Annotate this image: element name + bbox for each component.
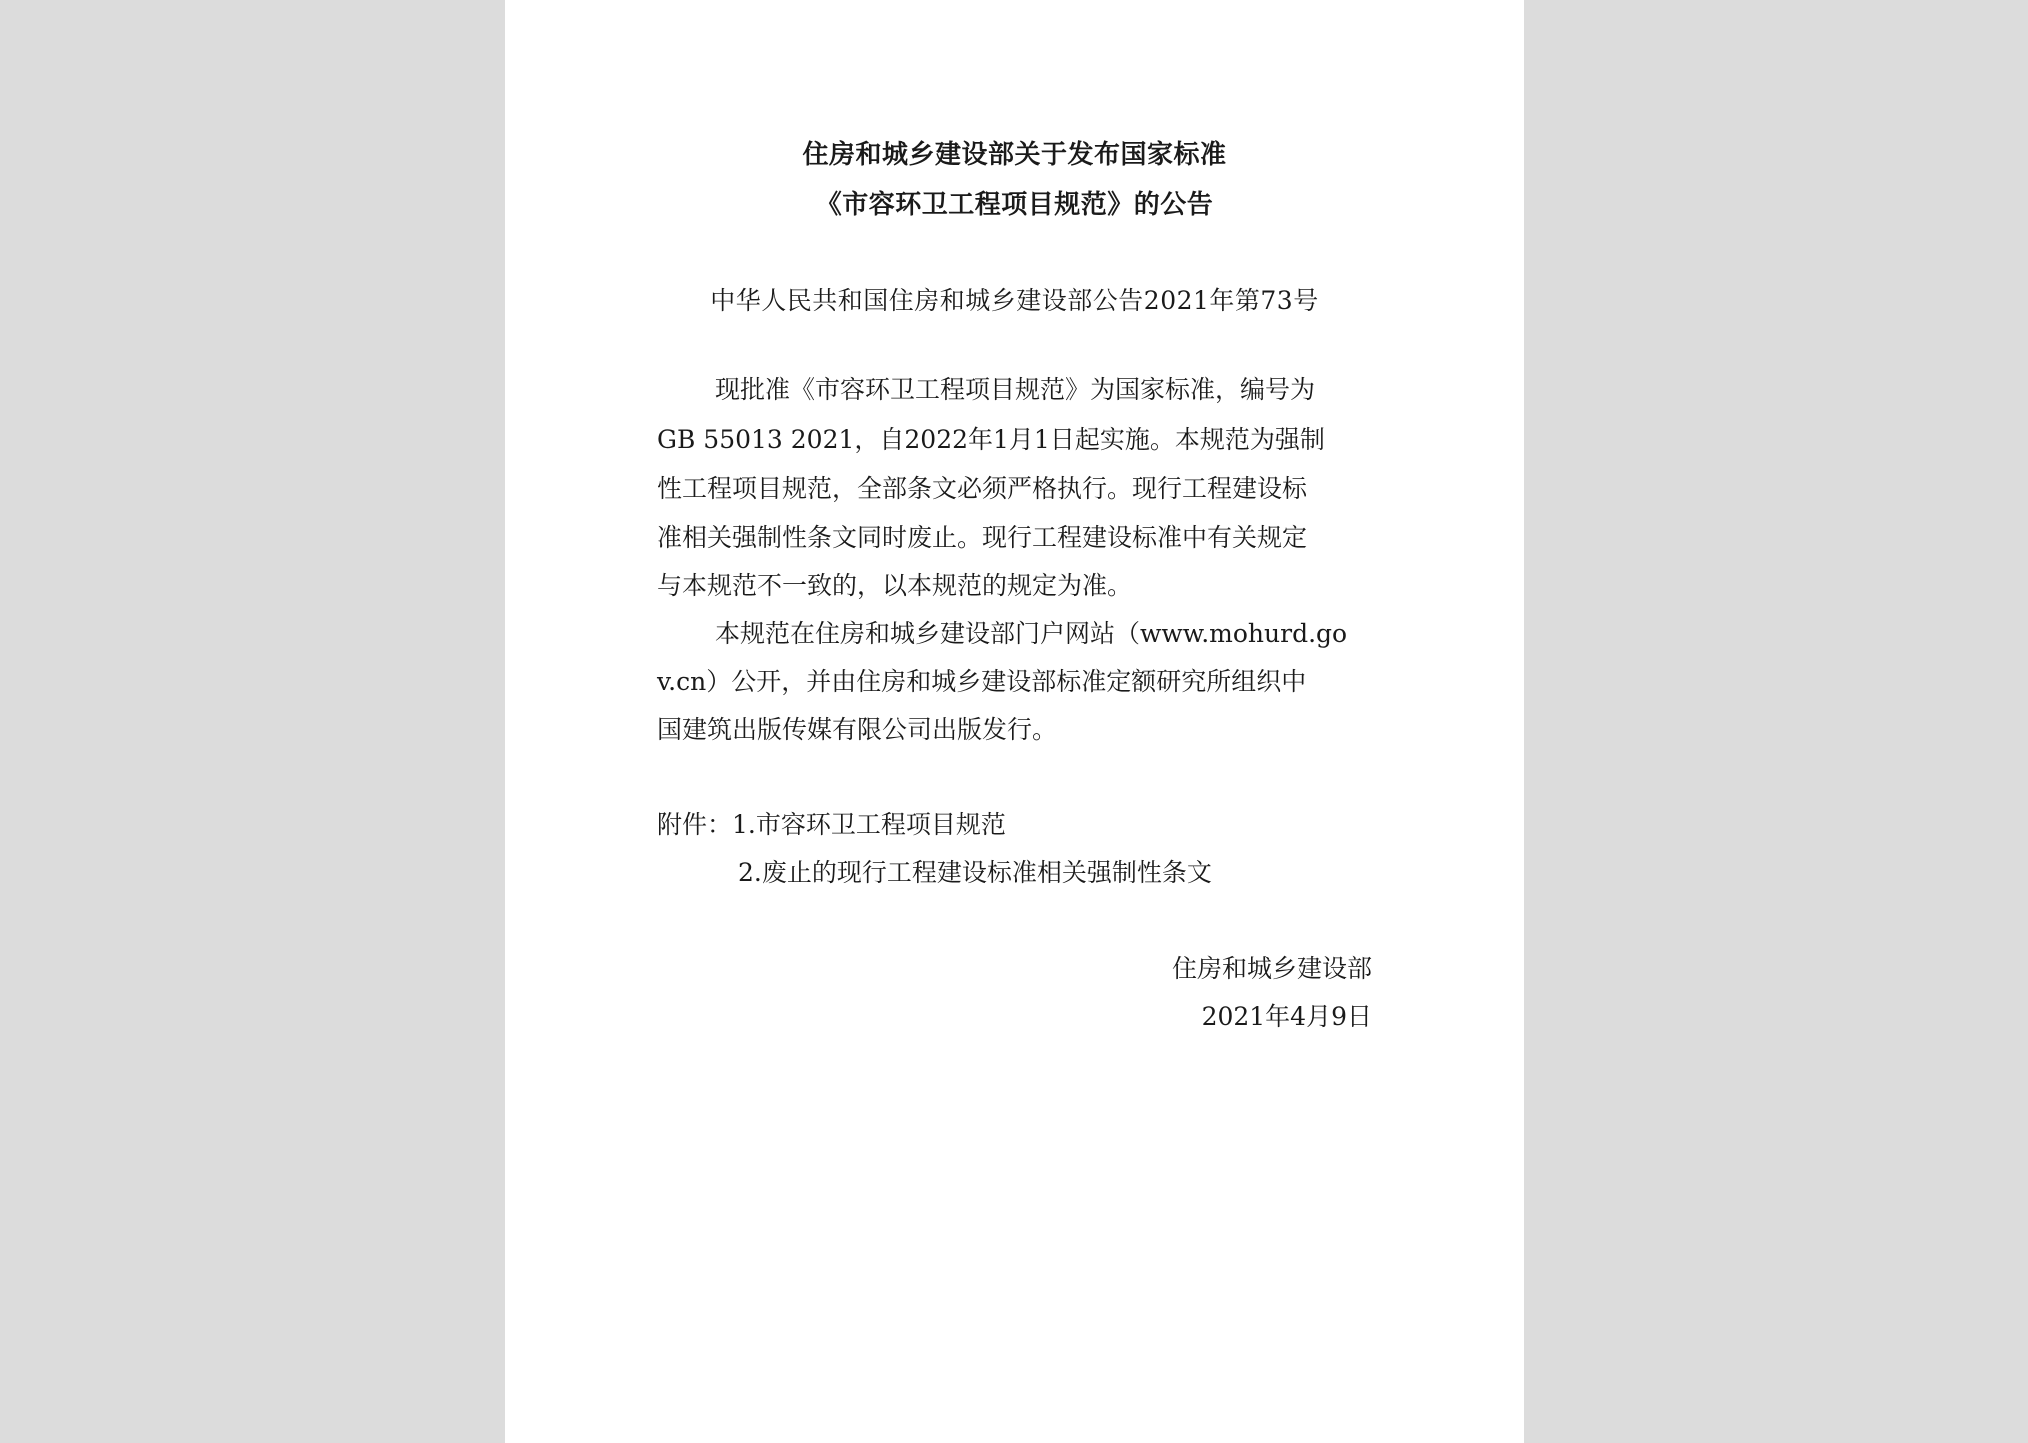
paragraph1-line-1: 现批准《市容环卫工程项目规范》为国家标准，编号为 — [715, 375, 1316, 404]
issue-date: 2021年4月9日 — [1201, 1002, 1372, 1031]
attachments-row-1 — [657, 810, 1006, 840]
announcement-number: 中华人民共和国住房和城乡建设部公告2021年第73号 — [710, 286, 1319, 315]
title-line-1: 住房和城乡建设部关于发布国家标准 — [802, 140, 1227, 170]
paragraph2-line-3: 国建筑出版传媒有限公司出版发行。 — [657, 715, 1058, 744]
issuer-signature: 住房和城乡建设部 — [1171, 954, 1372, 983]
attachment-item-1: 1.市容环卫工程项目规范 — [732, 810, 1006, 839]
paragraph2-line-2: v.cn）公开，并由住房和城乡建设部标准定额研究所组织中 — [657, 667, 1307, 696]
title-line-2: 《市容环卫工程项目规范》的公告 — [815, 190, 1214, 220]
paragraph2-line-1: 本规范在住房和城乡建设部门户网站（www.mohurd.go — [715, 619, 1348, 648]
paragraph1-line-3: 性工程项目规范，全部条文必须严格执行。现行工程建设标 — [657, 474, 1308, 503]
paragraph1-line-4: 准相关强制性条文同时废止。现行工程建设标准中有关规定 — [657, 523, 1308, 552]
attachments-label: 附件： — [657, 810, 733, 839]
attachment-item-2: 2.废止的现行工程建设标准相关强制性条文 — [738, 858, 1212, 887]
paragraph1-line-2: GB 55013 2021，自2022年1月1日起实施。本规范为强制 — [657, 425, 1325, 454]
document-page — [505, 0, 1524, 1443]
paragraph1-line-5: 与本规范不一致的，以本规范的规定为准。 — [657, 571, 1133, 600]
